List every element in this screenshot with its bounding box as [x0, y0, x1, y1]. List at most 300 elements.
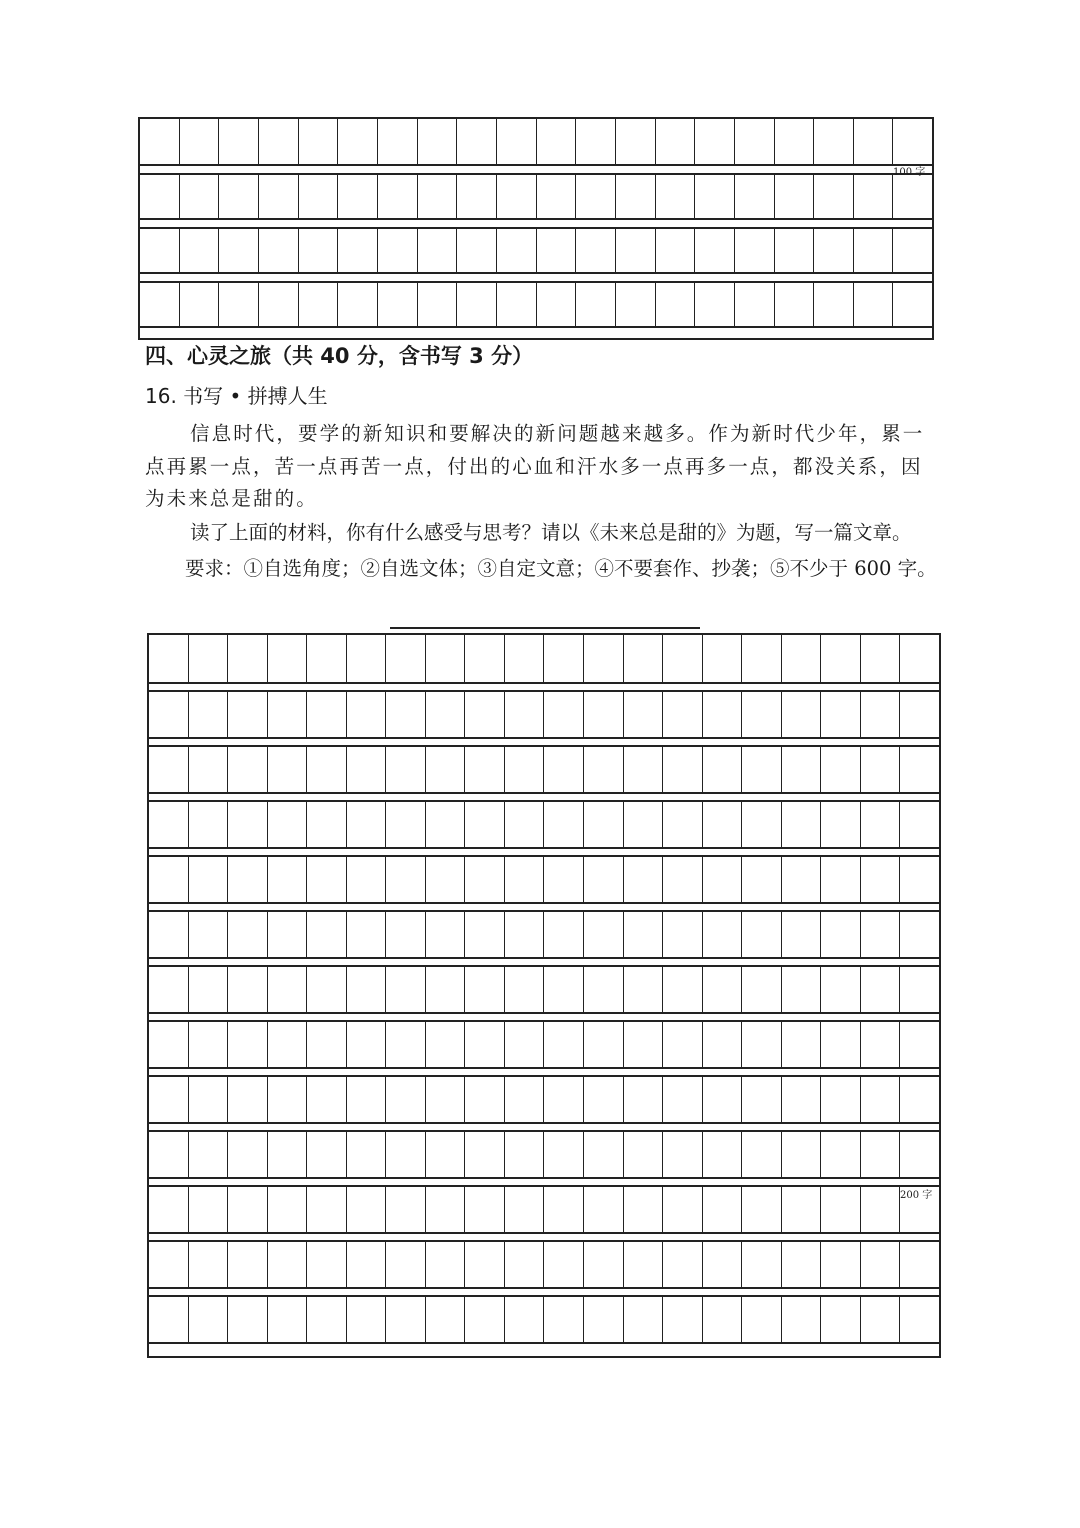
grid-cell[interactable]	[347, 1130, 387, 1177]
grid-cell[interactable]	[821, 910, 861, 957]
grid-cell[interactable]	[703, 690, 743, 737]
grid-cell[interactable]	[189, 1240, 229, 1287]
grid-cell[interactable]	[544, 635, 584, 682]
grid-cell[interactable]	[821, 635, 861, 682]
grid-cell[interactable]	[900, 910, 939, 957]
grid-cell[interactable]	[418, 281, 458, 326]
grid-cell[interactable]	[584, 745, 624, 792]
grid-cell[interactable]	[782, 965, 822, 1012]
grid-cell[interactable]	[505, 745, 545, 792]
grid-cell[interactable]	[149, 635, 189, 682]
grid-cell[interactable]	[457, 227, 497, 272]
grid-cell[interactable]	[742, 965, 782, 1012]
grid-cell[interactable]	[624, 800, 664, 847]
grid-cell[interactable]	[663, 745, 703, 792]
grid-cell[interactable]	[782, 1130, 822, 1177]
grid-cell[interactable]	[861, 1240, 901, 1287]
grid-cell[interactable]	[228, 745, 268, 792]
grid-cell[interactable]	[259, 227, 299, 272]
grid-cell[interactable]	[259, 119, 299, 164]
grid-cell[interactable]	[465, 1240, 505, 1287]
grid-cell[interactable]	[299, 119, 339, 164]
grid-cell[interactable]	[821, 1185, 861, 1232]
grid-cell[interactable]	[584, 1075, 624, 1122]
grid-cell[interactable]	[228, 855, 268, 902]
grid-cell[interactable]	[742, 1295, 782, 1342]
grid-cell[interactable]	[663, 855, 703, 902]
grid-cell[interactable]	[149, 1295, 189, 1342]
grid-cell[interactable]	[347, 965, 387, 1012]
grid-cell[interactable]	[307, 965, 347, 1012]
grid-cell[interactable]	[189, 1295, 229, 1342]
grid-cell[interactable]	[861, 1020, 901, 1067]
grid-cell[interactable]	[505, 910, 545, 957]
grid-cell[interactable]	[861, 745, 901, 792]
grid-cell[interactable]	[386, 1185, 426, 1232]
grid-cell[interactable]	[576, 227, 616, 272]
grid-cell[interactable]	[821, 855, 861, 902]
grid-cell[interactable]	[140, 227, 180, 272]
grid-cell[interactable]	[140, 281, 180, 326]
grid-cell[interactable]	[544, 1130, 584, 1177]
grid-cell[interactable]	[307, 1075, 347, 1122]
grid-cell[interactable]	[426, 1075, 466, 1122]
grid-cell[interactable]	[465, 1075, 505, 1122]
grid-cell[interactable]	[814, 281, 854, 326]
grid-cell[interactable]	[268, 910, 308, 957]
grid-cell[interactable]	[537, 281, 577, 326]
grid-cell[interactable]	[624, 965, 664, 1012]
grid-cell[interactable]	[775, 119, 815, 164]
grid-cell[interactable]	[782, 1020, 822, 1067]
grid-cell[interactable]	[149, 1130, 189, 1177]
grid-cell[interactable]	[663, 1020, 703, 1067]
grid-cell[interactable]	[782, 635, 822, 682]
grid-cell[interactable]	[465, 910, 505, 957]
grid-cell[interactable]	[544, 1240, 584, 1287]
grid-cell[interactable]	[703, 1130, 743, 1177]
grid-cell[interactable]	[742, 745, 782, 792]
grid-cell[interactable]	[307, 800, 347, 847]
grid-cell[interactable]	[378, 173, 418, 218]
grid-cell[interactable]	[584, 1240, 624, 1287]
grid-cell[interactable]	[656, 227, 696, 272]
grid-cell[interactable]	[584, 690, 624, 737]
grid-cell[interactable]	[861, 855, 901, 902]
grid-cell[interactable]	[228, 1130, 268, 1177]
grid-cell[interactable]	[814, 119, 854, 164]
grid-cell[interactable]	[347, 690, 387, 737]
grid-cell[interactable]	[663, 690, 703, 737]
grid-cell[interactable]	[386, 1130, 426, 1177]
grid-cell[interactable]	[386, 690, 426, 737]
grid-cell[interactable]	[426, 1020, 466, 1067]
grid-cell[interactable]	[624, 1020, 664, 1067]
grid-cell[interactable]	[584, 1295, 624, 1342]
grid-cell[interactable]	[695, 227, 735, 272]
grid-cell[interactable]	[576, 281, 616, 326]
grid-cell[interactable]	[854, 119, 894, 164]
grid-cell[interactable]	[149, 965, 189, 1012]
grid-cell[interactable]	[584, 1020, 624, 1067]
grid-cell[interactable]	[900, 1020, 939, 1067]
grid-cell[interactable]	[821, 1075, 861, 1122]
grid-cell[interactable]	[307, 690, 347, 737]
grid-cell[interactable]	[584, 910, 624, 957]
grid-cell[interactable]	[782, 910, 822, 957]
grid-cell[interactable]	[742, 635, 782, 682]
grid-cell[interactable]	[465, 635, 505, 682]
grid-cell[interactable]	[900, 635, 939, 682]
grid-cell[interactable]	[663, 1295, 703, 1342]
grid-cell[interactable]	[742, 1020, 782, 1067]
grid-cell[interactable]	[537, 227, 577, 272]
grid-cell[interactable]	[861, 635, 901, 682]
grid-cell[interactable]	[624, 1295, 664, 1342]
writing-grid-essay[interactable]	[147, 633, 941, 1358]
grid-cell[interactable]	[616, 173, 656, 218]
grid-cell[interactable]	[861, 690, 901, 737]
grid-cell[interactable]	[742, 1130, 782, 1177]
grid-cell[interactable]	[735, 119, 775, 164]
grid-cell[interactable]	[307, 635, 347, 682]
grid-cell[interactable]	[703, 635, 743, 682]
grid-cell[interactable]	[189, 1020, 229, 1067]
grid-cell[interactable]	[497, 173, 537, 218]
grid-cell[interactable]	[418, 173, 458, 218]
grid-cell[interactable]	[584, 1130, 624, 1177]
grid-cell[interactable]	[703, 910, 743, 957]
grid-cell[interactable]	[663, 910, 703, 957]
grid-cell[interactable]	[505, 690, 545, 737]
grid-cell[interactable]	[703, 800, 743, 847]
grid-cell[interactable]	[219, 119, 259, 164]
grid-cell[interactable]	[347, 1295, 387, 1342]
grid-cell[interactable]	[663, 800, 703, 847]
grid-cell[interactable]	[584, 855, 624, 902]
grid-cell[interactable]	[465, 1020, 505, 1067]
grid-cell[interactable]	[544, 1075, 584, 1122]
grid-cell[interactable]	[900, 1295, 939, 1342]
grid-cell[interactable]	[861, 1130, 901, 1177]
grid-cell[interactable]	[465, 800, 505, 847]
grid-cell[interactable]	[663, 1185, 703, 1232]
grid-cell[interactable]	[268, 1130, 308, 1177]
grid-cell[interactable]	[900, 1075, 939, 1122]
grid-cell[interactable]	[426, 1240, 466, 1287]
grid-cell[interactable]	[505, 1185, 545, 1232]
grid-cell[interactable]	[378, 227, 418, 272]
grid-cell[interactable]	[465, 965, 505, 1012]
grid-cell[interactable]	[544, 1295, 584, 1342]
grid-cell[interactable]	[544, 1020, 584, 1067]
grid-cell[interactable]	[338, 119, 378, 164]
grid-cell[interactable]	[268, 635, 308, 682]
grid-cell[interactable]	[386, 1240, 426, 1287]
grid-cell[interactable]	[782, 855, 822, 902]
grid-cell[interactable]	[814, 227, 854, 272]
grid-cell[interactable]	[189, 965, 229, 1012]
grid-cell[interactable]	[426, 1295, 466, 1342]
grid-cell[interactable]	[140, 173, 180, 218]
grid-cell[interactable]	[219, 281, 259, 326]
grid-cell[interactable]	[861, 1075, 901, 1122]
grid-cell[interactable]	[259, 281, 299, 326]
grid-cell[interactable]	[307, 745, 347, 792]
grid-cell[interactable]	[695, 119, 735, 164]
grid-cell[interactable]	[735, 227, 775, 272]
grid-cell[interactable]	[426, 745, 466, 792]
grid-cell[interactable]	[426, 1130, 466, 1177]
grid-cell[interactable]	[782, 1295, 822, 1342]
grid-cell[interactable]	[426, 1185, 466, 1232]
grid-cell[interactable]	[268, 690, 308, 737]
grid-cell[interactable]	[228, 1295, 268, 1342]
grid-cell[interactable]	[347, 1020, 387, 1067]
grid-cell[interactable]	[338, 173, 378, 218]
grid-cell[interactable]	[537, 173, 577, 218]
grid-cell[interactable]	[861, 965, 901, 1012]
grid-cell[interactable]	[775, 281, 815, 326]
grid-cell[interactable]	[821, 965, 861, 1012]
grid-cell[interactable]	[378, 119, 418, 164]
grid-cell[interactable]	[544, 855, 584, 902]
grid-cell[interactable]	[457, 281, 497, 326]
grid-cell[interactable]	[695, 173, 735, 218]
grid-cell[interactable]	[735, 173, 775, 218]
grid-cell[interactable]	[742, 800, 782, 847]
grid-cell[interactable]	[742, 1075, 782, 1122]
grid-cell[interactable]	[149, 1240, 189, 1287]
grid-cell[interactable]	[584, 635, 624, 682]
grid-cell[interactable]	[861, 1295, 901, 1342]
grid-cell[interactable]	[893, 281, 932, 326]
grid-cell[interactable]	[703, 1185, 743, 1232]
grid-cell[interactable]	[576, 173, 616, 218]
grid-cell[interactable]	[505, 635, 545, 682]
grid-cell[interactable]	[821, 1295, 861, 1342]
grid-cell[interactable]	[426, 910, 466, 957]
grid-cell[interactable]	[742, 910, 782, 957]
grid-cell[interactable]	[497, 281, 537, 326]
grid-cell[interactable]	[703, 1075, 743, 1122]
grid-cell[interactable]	[624, 855, 664, 902]
grid-cell[interactable]	[386, 745, 426, 792]
grid-cell[interactable]	[299, 281, 339, 326]
grid-cell[interactable]	[347, 1240, 387, 1287]
grid-cell[interactable]	[219, 173, 259, 218]
grid-cell[interactable]	[742, 1185, 782, 1232]
grid-cell[interactable]	[149, 1020, 189, 1067]
grid-cell[interactable]	[418, 119, 458, 164]
grid-cell[interactable]	[149, 690, 189, 737]
grid-cell[interactable]	[465, 690, 505, 737]
grid-cell[interactable]	[268, 965, 308, 1012]
grid-cell[interactable]	[505, 1020, 545, 1067]
grid-cell[interactable]	[900, 690, 939, 737]
grid-cell[interactable]	[782, 1185, 822, 1232]
grid-cell[interactable]	[854, 281, 894, 326]
grid-cell[interactable]	[347, 635, 387, 682]
grid-cell[interactable]	[861, 910, 901, 957]
grid-cell[interactable]	[861, 1185, 901, 1232]
grid-cell[interactable]	[656, 173, 696, 218]
grid-cell[interactable]	[505, 1295, 545, 1342]
grid-cell[interactable]	[465, 1130, 505, 1177]
grid-cell[interactable]	[663, 635, 703, 682]
grid-cell[interactable]	[386, 800, 426, 847]
grid-cell[interactable]	[624, 1075, 664, 1122]
grid-cell[interactable]	[821, 690, 861, 737]
grid-cell[interactable]	[347, 1185, 387, 1232]
grid-cell[interactable]	[268, 1185, 308, 1232]
grid-cell[interactable]	[140, 119, 180, 164]
grid-cell[interactable]	[900, 1130, 939, 1177]
grid-cell[interactable]	[347, 910, 387, 957]
grid-cell[interactable]	[782, 1075, 822, 1122]
grid-cell[interactable]	[299, 227, 339, 272]
grid-cell[interactable]	[268, 1240, 308, 1287]
grid-cell[interactable]	[821, 800, 861, 847]
grid-cell[interactable]	[624, 1130, 664, 1177]
grid-cell[interactable]	[347, 800, 387, 847]
grid-cell[interactable]	[189, 1130, 229, 1177]
grid-cell[interactable]	[228, 1075, 268, 1122]
grid-cell[interactable]	[426, 855, 466, 902]
grid-cell[interactable]	[386, 1295, 426, 1342]
grid-cell[interactable]	[703, 1295, 743, 1342]
grid-cell[interactable]	[189, 855, 229, 902]
grid-cell[interactable]	[703, 1020, 743, 1067]
grid-cell[interactable]	[189, 690, 229, 737]
grid-cell[interactable]	[775, 173, 815, 218]
grid-cell[interactable]	[821, 1020, 861, 1067]
grid-cell[interactable]	[189, 800, 229, 847]
grid-cell[interactable]	[624, 635, 664, 682]
grid-cell[interactable]	[386, 965, 426, 1012]
grid-cell[interactable]	[386, 855, 426, 902]
grid-cell[interactable]	[180, 173, 220, 218]
grid-cell[interactable]	[180, 119, 220, 164]
grid-cell[interactable]	[268, 1020, 308, 1067]
grid-cell[interactable]	[584, 800, 624, 847]
grid-cell[interactable]	[695, 281, 735, 326]
grid-cell[interactable]	[228, 965, 268, 1012]
grid-cell[interactable]	[228, 1020, 268, 1067]
grid-cell[interactable]	[228, 1240, 268, 1287]
grid-cell[interactable]	[703, 745, 743, 792]
grid-cell[interactable]	[268, 1295, 308, 1342]
grid-cell[interactable]	[189, 745, 229, 792]
grid-cell[interactable]	[386, 1020, 426, 1067]
grid-cell[interactable]	[505, 1075, 545, 1122]
grid-cell[interactable]	[228, 1185, 268, 1232]
grid-cell[interactable]	[497, 227, 537, 272]
grid-cell[interactable]	[465, 1185, 505, 1232]
grid-cell[interactable]	[228, 800, 268, 847]
grid-cell[interactable]	[386, 1075, 426, 1122]
grid-cell[interactable]	[338, 227, 378, 272]
grid-cell[interactable]	[505, 1240, 545, 1287]
grid-cell[interactable]	[900, 965, 939, 1012]
grid-cell[interactable]	[537, 119, 577, 164]
grid-cell[interactable]	[616, 227, 656, 272]
grid-cell[interactable]	[544, 690, 584, 737]
grid-cell[interactable]	[228, 690, 268, 737]
grid-cell[interactable]	[821, 1130, 861, 1177]
grid-cell[interactable]	[900, 855, 939, 902]
grid-cell[interactable]	[149, 1185, 189, 1232]
essay-title-line[interactable]	[390, 627, 700, 629]
grid-cell[interactable]	[259, 173, 299, 218]
grid-cell[interactable]	[347, 1075, 387, 1122]
grid-cell[interactable]	[426, 800, 466, 847]
grid-cell[interactable]	[703, 965, 743, 1012]
grid-cell[interactable]	[616, 119, 656, 164]
grid-cell[interactable]	[347, 855, 387, 902]
grid-cell[interactable]	[544, 910, 584, 957]
grid-cell[interactable]	[149, 800, 189, 847]
grid-cell[interactable]	[299, 173, 339, 218]
grid-cell[interactable]	[180, 281, 220, 326]
grid-cell[interactable]	[228, 910, 268, 957]
grid-cell[interactable]	[900, 1240, 939, 1287]
grid-cell[interactable]	[505, 800, 545, 847]
grid-cell[interactable]	[821, 1240, 861, 1287]
grid-cell[interactable]	[465, 745, 505, 792]
grid-cell[interactable]	[584, 965, 624, 1012]
grid-cell[interactable]	[624, 690, 664, 737]
grid-cell[interactable]	[663, 1240, 703, 1287]
grid-cell[interactable]	[268, 800, 308, 847]
grid-cell[interactable]	[505, 855, 545, 902]
grid-cell[interactable]	[663, 965, 703, 1012]
grid-cell[interactable]	[742, 855, 782, 902]
grid-cell[interactable]	[418, 227, 458, 272]
grid-cell[interactable]	[893, 227, 932, 272]
grid-cell[interactable]	[386, 910, 426, 957]
grid-cell[interactable]	[624, 745, 664, 792]
grid-cell[interactable]	[189, 1075, 229, 1122]
grid-cell[interactable]	[656, 281, 696, 326]
grid-cell[interactable]	[505, 1130, 545, 1177]
grid-cell[interactable]	[861, 800, 901, 847]
grid-cell[interactable]	[544, 800, 584, 847]
grid-cell[interactable]	[900, 800, 939, 847]
grid-cell[interactable]	[782, 745, 822, 792]
grid-cell[interactable]	[893, 119, 932, 164]
grid-cell[interactable]	[465, 1295, 505, 1342]
grid-cell[interactable]	[268, 855, 308, 902]
grid-cell[interactable]	[378, 281, 418, 326]
grid-cell[interactable]	[616, 281, 656, 326]
grid-cell[interactable]	[426, 690, 466, 737]
grid-cell[interactable]	[497, 119, 537, 164]
grid-cell[interactable]	[624, 1185, 664, 1232]
grid-cell[interactable]	[703, 1240, 743, 1287]
grid-cell[interactable]	[457, 119, 497, 164]
grid-cell[interactable]	[307, 1130, 347, 1177]
grid-cell[interactable]	[307, 855, 347, 902]
grid-cell[interactable]	[465, 855, 505, 902]
grid-cell[interactable]	[742, 690, 782, 737]
grid-cell[interactable]	[219, 227, 259, 272]
grid-cell[interactable]	[386, 635, 426, 682]
grid-cell[interactable]	[149, 745, 189, 792]
grid-cell[interactable]	[149, 1075, 189, 1122]
grid-cell[interactable]	[663, 1130, 703, 1177]
grid-cell[interactable]	[893, 173, 932, 218]
